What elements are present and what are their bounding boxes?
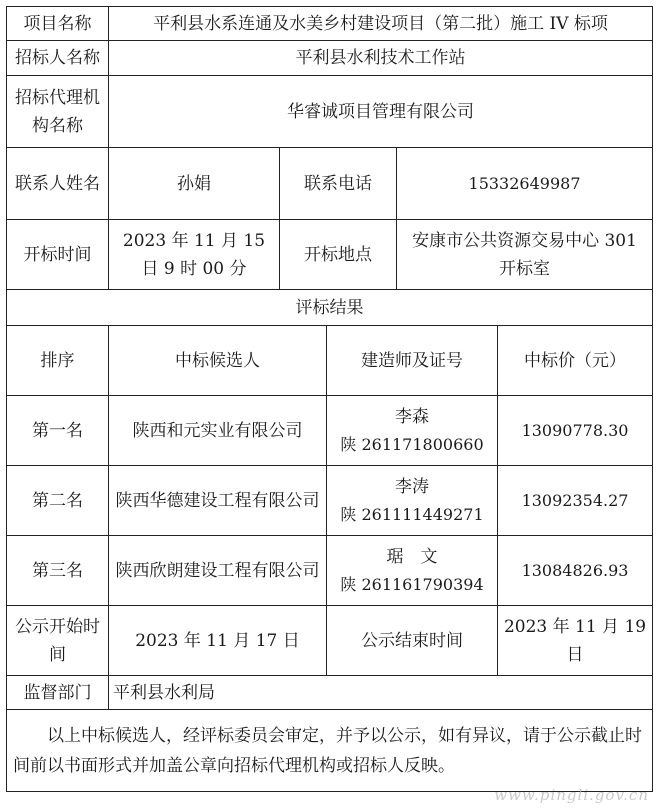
site-watermark: www.pingli.gov.cn — [494, 786, 649, 804]
price-cell: 13084826.93 — [498, 536, 653, 606]
header-candidate: 中标候选人 — [109, 326, 327, 396]
header-engineer: 建造师及证号 — [327, 326, 498, 396]
opening-time-value: 2023 年 11 月 15 日 9 时 00 分 — [109, 220, 280, 290]
supervisor-label: 监督部门 — [7, 676, 109, 710]
bid-result-table — [6, 6, 653, 792]
project-name-row — [7, 7, 653, 41]
engineer-cert: 陕 261111449271 — [340, 504, 484, 524]
table-row — [7, 466, 653, 536]
agency-row — [7, 76, 653, 148]
tenderer-value: 平利县水利技术工作站 — [109, 41, 653, 76]
table-row — [7, 396, 653, 466]
project-name-value: 平利县水系连通及水美乡村建设项目（第二批）施工 IV 标项 — [109, 7, 653, 41]
header-rank: 排序 — [7, 326, 109, 396]
project-name-label: 项目名称 — [7, 7, 109, 41]
engineer-name: 李森 — [395, 406, 429, 427]
supervisor-value: 平利县水利局 — [109, 676, 653, 710]
opening-time-label: 开标时间 — [7, 220, 109, 290]
results-title: 评标结果 — [7, 290, 653, 326]
engineer-cell — [327, 396, 498, 466]
publicity-row — [7, 606, 653, 676]
notice-row — [7, 710, 653, 792]
tenderer-label: 招标人名称 — [7, 41, 109, 76]
opening-row — [7, 220, 653, 290]
candidate-cell: 陕西和元实业有限公司 — [109, 396, 327, 466]
tenderer-row — [7, 41, 653, 76]
results-header-row — [7, 326, 653, 396]
price-cell: 13092354.27 — [498, 466, 653, 536]
engineer-cell — [327, 466, 498, 536]
header-price: 中标价（元） — [498, 326, 653, 396]
engineer-name: 琚 文 — [386, 546, 438, 567]
candidate-cell: 陕西华德建设工程有限公司 — [109, 466, 327, 536]
contact-phone-value: 15332649987 — [397, 148, 653, 220]
engineer-cell — [327, 536, 498, 606]
opening-place-label: 开标地点 — [280, 220, 397, 290]
opening-place-value: 安康市公共资源交易中心 301 开标室 — [397, 220, 653, 290]
engineer-name: 李涛 — [395, 476, 429, 497]
agency-value: 华睿诚项目管理有限公司 — [109, 76, 653, 148]
rank-cell: 第一名 — [7, 396, 109, 466]
price-cell: 13090778.30 — [498, 396, 653, 466]
rank-cell: 第二名 — [7, 466, 109, 536]
engineer-cert: 陕 261161790394 — [340, 574, 484, 594]
supervisor-row — [7, 676, 653, 710]
publicity-start-value: 2023 年 11 月 17 日 — [109, 606, 327, 676]
contact-name-label: 联系人姓名 — [7, 148, 109, 220]
publicity-start-label: 公示开始时间 — [7, 606, 109, 676]
bid-result-notice — [6, 6, 652, 792]
table-row — [7, 536, 653, 606]
agency-label: 招标代理机构名称 — [7, 76, 109, 148]
notice-text: 以上中标候选人，经评标委员会审定，并予以公示，如有异议，请于公示截止时间前以书面形式并加盖公章向招标代理机构或招标人反映。 — [7, 710, 653, 792]
contact-row — [7, 148, 653, 220]
candidate-cell: 陕西欣朗建设工程有限公司 — [109, 536, 327, 606]
publicity-end-value: 2023 年 11 月 19 日 — [498, 606, 653, 676]
contact-phone-label: 联系电话 — [280, 148, 397, 220]
contact-name-value: 孙娟 — [109, 148, 280, 220]
results-title-row — [7, 290, 653, 326]
rank-cell: 第三名 — [7, 536, 109, 606]
engineer-cert: 陕 261171800660 — [340, 434, 484, 454]
publicity-end-label: 公示结束时间 — [327, 606, 498, 676]
